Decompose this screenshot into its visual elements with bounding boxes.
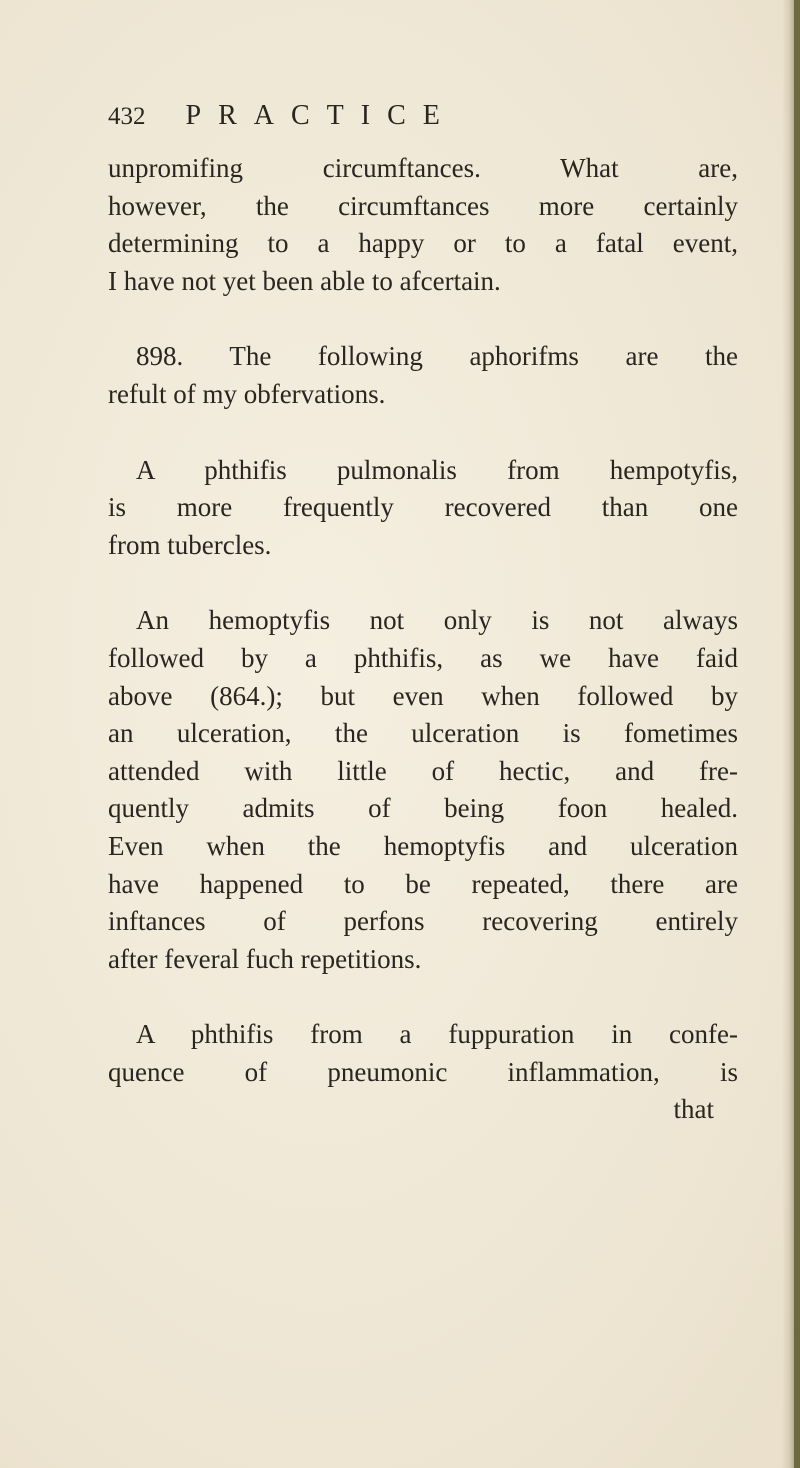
running-head: PRACTICE	[185, 100, 457, 131]
body-text	[108, 150, 738, 1129]
paragraph-4	[108, 602, 738, 978]
text-line: determining to a happy or to a fatal event,	[108, 228, 738, 259]
text-line: however, the circumftances more certainly	[108, 190, 738, 221]
text-line: attended with little of hectic, and fre-	[108, 755, 738, 786]
text-line: inftances of perfons recovering entirely	[108, 906, 738, 937]
text-line: after feveral fuch repetitions.	[108, 943, 422, 974]
text-line: refult of my obfervations.	[108, 378, 386, 409]
text-line: is more frequently recovered than one	[108, 492, 738, 523]
text-line: An hemoptyfis not only is not always	[136, 605, 738, 636]
text-line: A phthifis from a fuppuration in confe-	[136, 1019, 738, 1050]
text-line: an ulceration, the ulceration is fometimes	[108, 718, 738, 749]
text-line: quence of pneumonic inflammation, is	[108, 1056, 738, 1087]
text-line: above (864.); but even when followed by	[108, 680, 738, 711]
page-edge-strip	[794, 0, 800, 1468]
text-line: have happened to be repeated, there are	[108, 868, 738, 899]
text-line: 898. The following aphorifms are the	[136, 341, 738, 372]
text-line: followed by a phthifis, as we have faid	[108, 642, 738, 673]
text-line: from tubercles.	[108, 529, 272, 560]
text-line: I have not yet been able to afcertain.	[108, 265, 501, 296]
paragraph-3	[108, 452, 738, 565]
text-line: Even when the hemoptyfis and ulceration	[108, 830, 738, 861]
text-line: A phthifis pulmonalis from hempotyfis,	[136, 454, 738, 485]
catchword: that	[673, 1094, 714, 1125]
paragraph-2	[108, 338, 738, 413]
text-line: unpromifing circumftances. What are,	[108, 153, 738, 183]
paragraph-5	[108, 1016, 738, 1091]
paragraph-1	[108, 150, 738, 300]
page-number: 432	[108, 103, 146, 130]
page-header	[108, 100, 457, 140]
text-line: quently admits of being foon healed.	[108, 793, 738, 824]
